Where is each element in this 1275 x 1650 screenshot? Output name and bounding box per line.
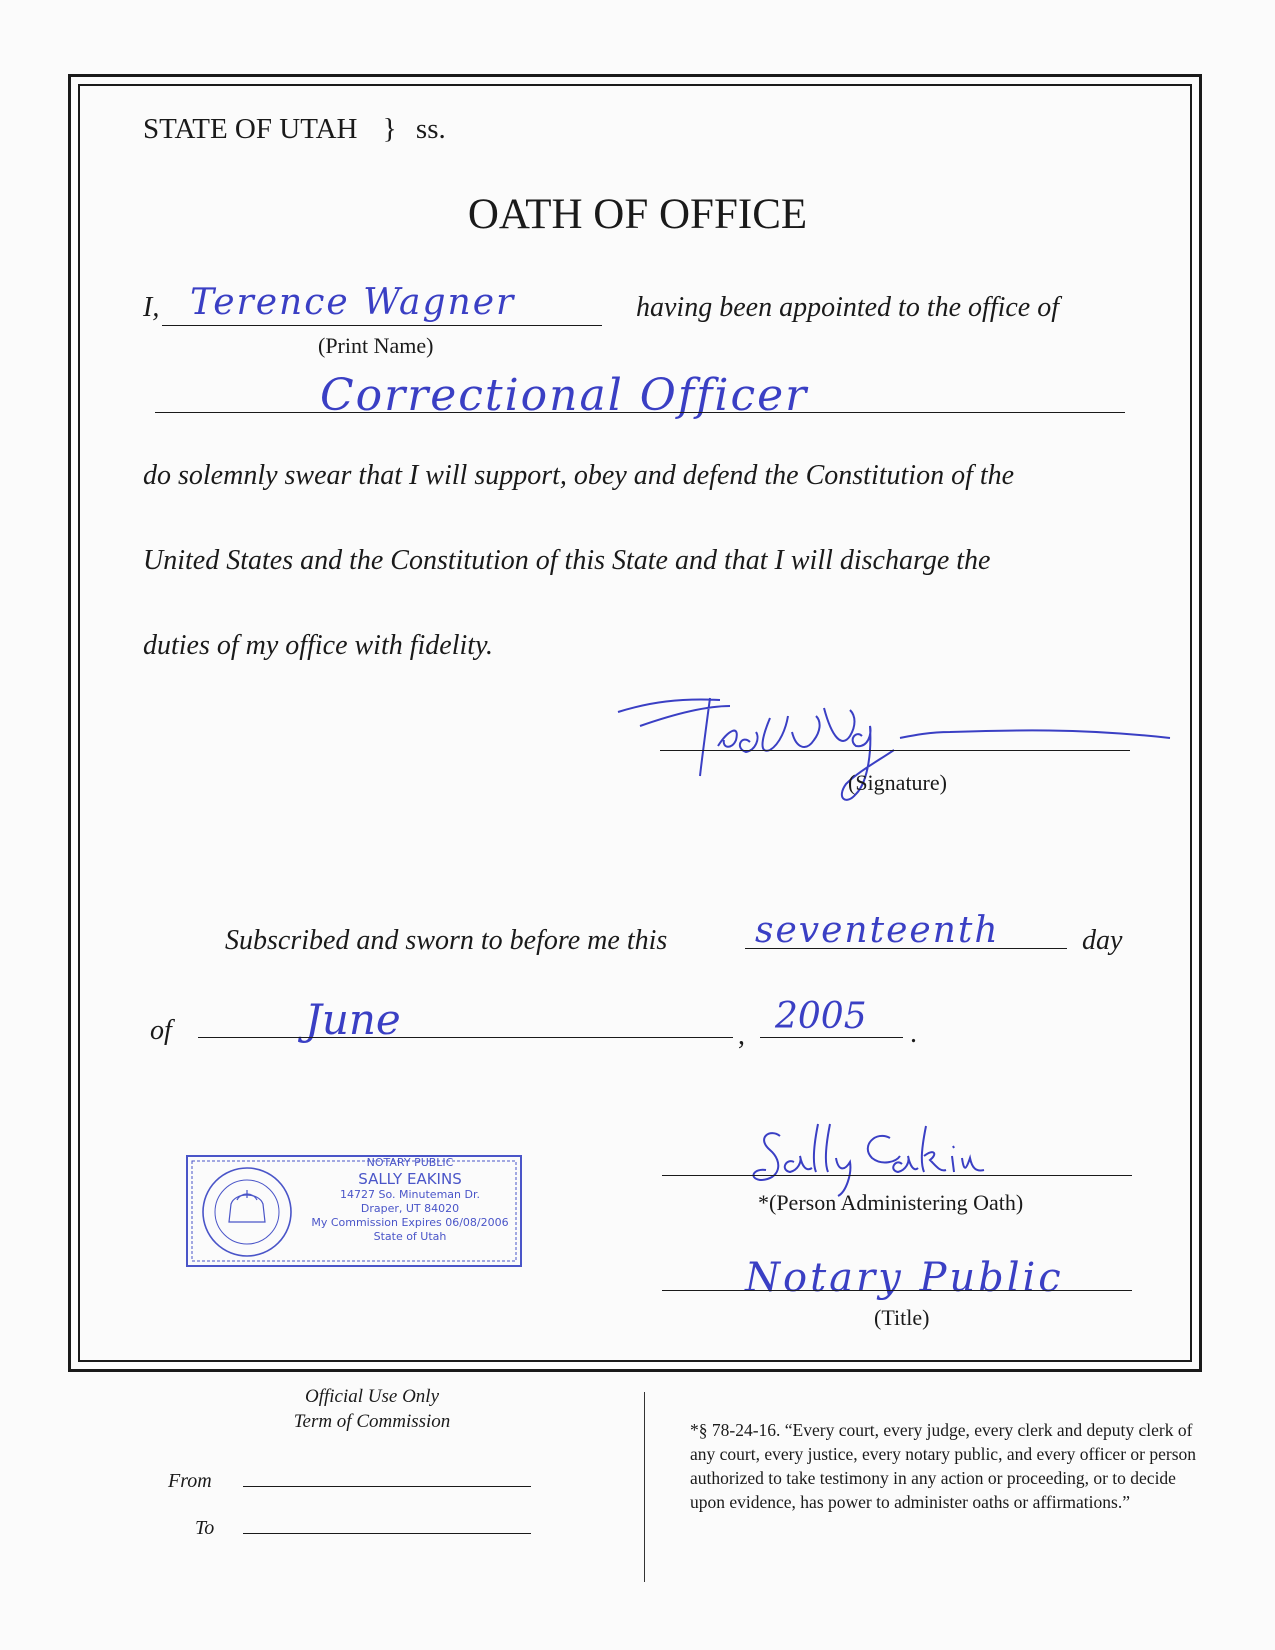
page-title: OATH OF OFFICE: [467, 191, 808, 238]
administering-line: [662, 1175, 1132, 1176]
i-prefix: I,: [143, 292, 160, 323]
stamp-line-1: NOTARY PUBLIC: [366, 1156, 454, 1169]
brace: }: [382, 113, 397, 145]
month-line: [198, 1037, 733, 1038]
appointed-text: having been appointed to the office of: [636, 292, 1060, 323]
official-use-heading: Official Use Only: [304, 1386, 440, 1407]
print-name-label: (Print Name): [318, 333, 434, 358]
year-value: 2005: [775, 996, 867, 1037]
day-label: day: [1082, 925, 1123, 956]
title-line: [662, 1290, 1132, 1291]
state-name: STATE OF UTAH: [143, 113, 358, 145]
footer-divider: [644, 1392, 645, 1582]
office-line: [155, 412, 1125, 413]
to-label: To: [195, 1517, 215, 1539]
stamp-line-4: Draper, UT 84020: [360, 1202, 460, 1215]
stamp-line-3: 14727 So. Minuteman Dr.: [340, 1188, 480, 1201]
stamp-line-5: My Commission Expires 06/08/2006: [311, 1216, 509, 1229]
print-name-value: Terence Wagner: [190, 282, 516, 323]
print-name-line: [162, 325, 602, 326]
from-label: From: [168, 1470, 212, 1492]
to-line: [243, 1533, 531, 1534]
from-line: [243, 1486, 531, 1487]
year-line: [760, 1037, 903, 1038]
administering-label: *(Person Administering Oath): [758, 1190, 1024, 1215]
date-comma: ,: [738, 1020, 745, 1051]
oath-line-1: do solemnly swear that I will support, obey and defend the Constitution of the: [143, 460, 1015, 491]
oath-line-2: United States and the Constitution of this State and that I will discharge the: [143, 545, 991, 576]
day-line: [745, 948, 1067, 949]
stamp-line-6: State of Utah: [373, 1230, 447, 1243]
year-period: .: [910, 1018, 917, 1049]
stamp-line-2: SALLY EAKINS: [358, 1170, 462, 1188]
signature-label: (Signature): [848, 770, 947, 795]
signature-line: [660, 750, 1130, 751]
month-value: June: [305, 995, 401, 1044]
title-label: (Title): [874, 1305, 930, 1330]
notary-stamp: [185, 1152, 523, 1270]
day-value: seventeenth: [755, 910, 1000, 951]
notary-signature: [740, 1118, 1080, 1198]
oath-signature: [610, 688, 1180, 818]
title-value: Notary Public: [745, 1255, 1064, 1301]
oath-line-3: duties of my office with fidelity.: [143, 630, 493, 661]
subscribed-text: Subscribed and sworn to before me this: [225, 925, 668, 956]
office-value: Correctional Officer: [320, 370, 809, 421]
of-label: of: [150, 1015, 172, 1046]
term-heading: Term of Commission: [293, 1411, 451, 1432]
statute-footnote: *§ 78-24-16. “Every court, every judge, every clerk and deputy clerk of any court, every justice, every notary public, and every officer or person authorized to take testimony in any action or proceeding, or to decide upon evidence, has power to administer oaths or affirmations.”: [690, 1420, 1197, 1512]
ss-label: ss.: [415, 113, 446, 145]
state-heading: [143, 113, 446, 146]
